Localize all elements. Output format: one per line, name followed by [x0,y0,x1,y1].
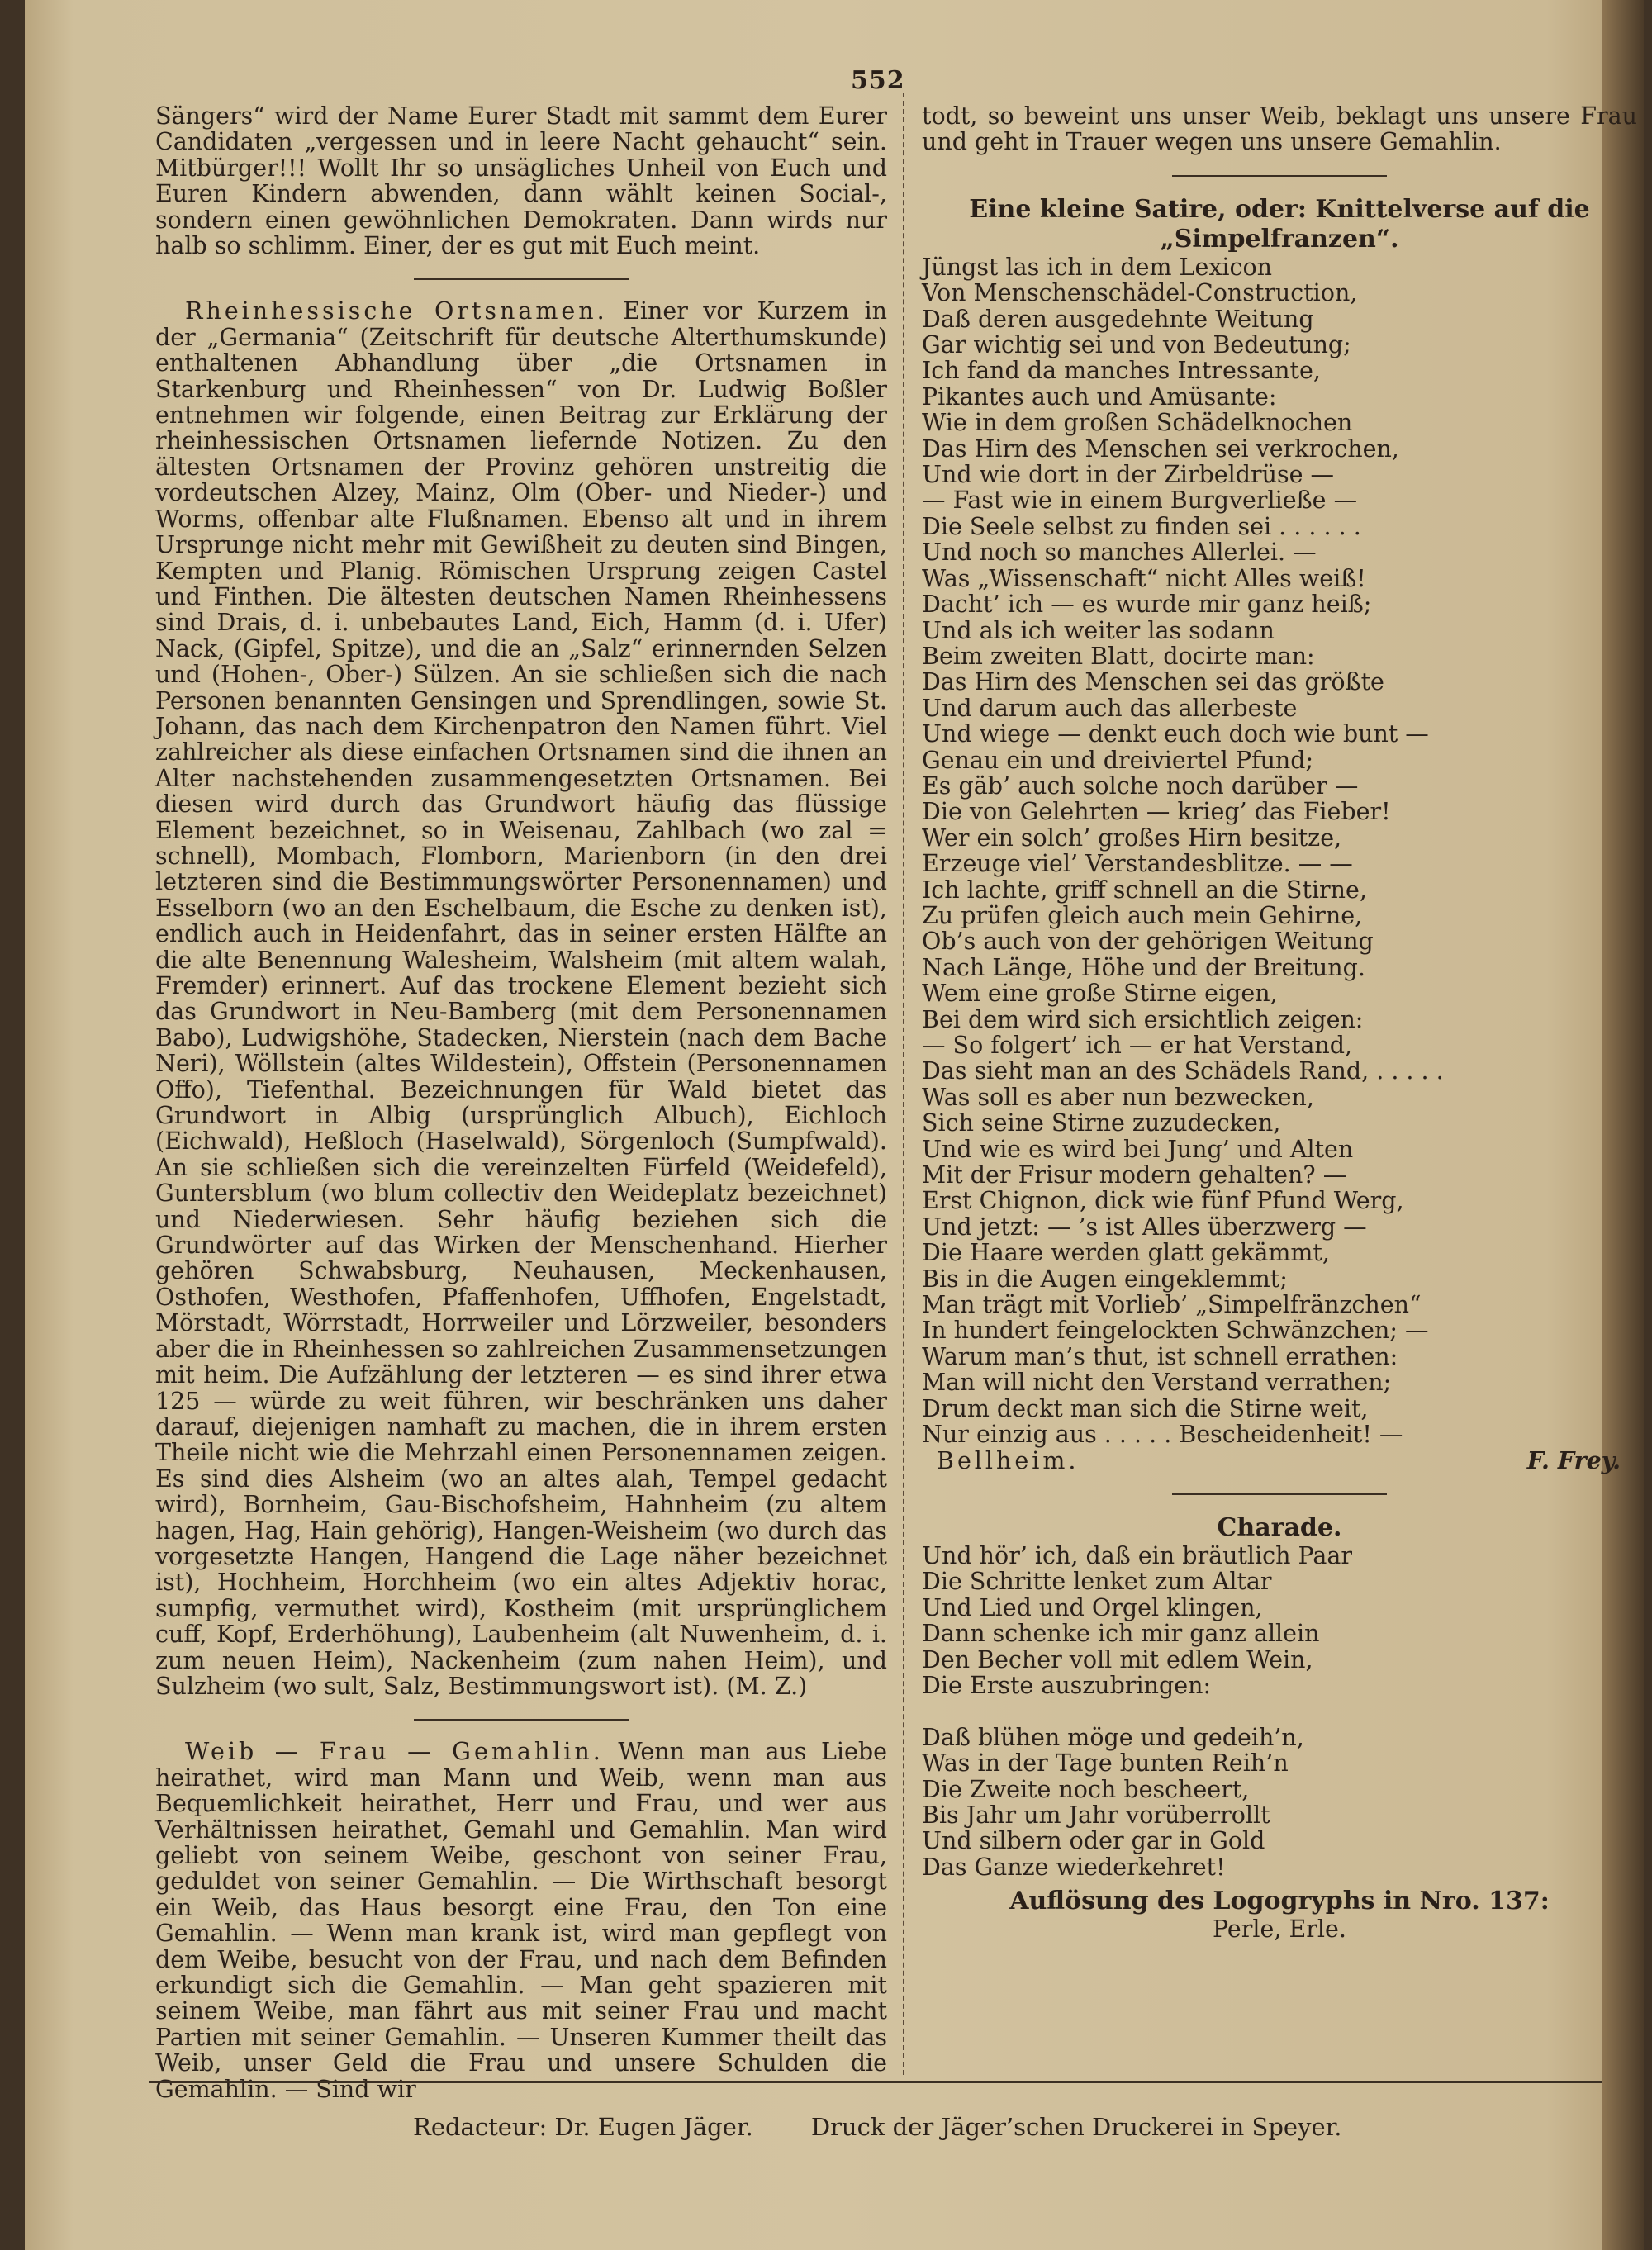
intro-paragraph: Sängers“ wird der Name Eurer Stadt mit sammt dem Eurer Candidaten „vergessen und in leere Nacht gehaucht“ sein. Mitbürger!!! Wollt Ihr so unsägliches Unheil von Euch und Euren Kindern abwenden, dann wählt keinen Social-, sondern einen gewöhnlichen Demokraten. Dann wirds nur halb so schlimm. Einer, der es gut mit Euch meint. [155,102,887,260]
weib-article [155,1739,887,2102]
footer-rule [149,2081,1602,2083]
section-divider [1172,1493,1387,1495]
weib-text: Wenn man aus Liebe heirathet, wird man Mann und Weib, wenn man aus Bequemlichkeit heirathet, Herr und Frau, und wer aus Verhältnissen heirathet, Gemahl und Gemahlin. Man wird geliebt von seinem Weibe, geschont von seiner Frau, geduldet von seiner Gemahlin. — Die Wirthschaft besorgt ein Weib, das Haus besorgt eine Frau, den Ton eine Gemahlin. — Wenn man krank ist, wird man gepflegt von dem Weibe, besucht von der Frau, und nach dem Befinden erkundigt sich die Gemahlin. — Man geht spazieren mit seinem Weibe, man fährt aus mit seiner Frau und macht Partien mit seiner Gemahlin. — Unseren Kummer theilt das Weib, unser Geld die Frau und unsere Schulden die Gemahlin. — Sind wir [155,1738,887,2103]
section-divider [414,1719,629,1721]
signature-row [937,1445,1621,1474]
place-name: Bellheim. [937,1446,1080,1474]
satire-title: Eine kleine Satire, oder: Knittelverse auf die „Simpelfranzen“. [969,194,1590,254]
weib-continuation: todt, so beweint uns unser Weib, beklagt uns unsere Frau und geht in Trauer wegen uns unsere Gemahlin. [922,102,1637,156]
section-divider [414,278,629,280]
printer-credit: Druck der Jäger’schen Druckerei in Speyer. [810,2113,1342,2141]
rhein-title: Rheinhessische Ortsnamen. [185,297,608,325]
charade-poem: Und hör’ ich, daß ein bräutlich Paar Die Schritte lenket zum Altar Und Lied und Orgel klingen, Dann schenke ich mir ganz allein Den Becher voll mit edlem Wein, Die Erste auszubringen: Daß blühen möge und gedeih’n, Was in der Tage bunten Reih’n Die Zweite noch bescheert, Bis Jahr um Jahr vorüberrollt Und silbern oder gar in Gold Das Ganze wiederkehret! [922,1541,1352,1881]
column-divider [903,93,904,2075]
imprint-footer [413,2113,1342,2141]
solution-title: Auflösung des Logogryphs in Nro. 137: [1009,1887,1550,1916]
page-number: 552 [851,66,905,95]
rhein-article [155,298,887,1699]
weib-title: Weib — Frau — Gemahlin. [185,1738,604,1766]
section-divider [1172,175,1387,177]
newspaper-page [25,0,1644,2250]
satire-poem: Jüngst las ich in dem Lexicon Von Menschenschädel-Construction, Daß deren ausgedehnte Weitung Gar wichtig sei und von Bedeutung; Ich fand da manches Intressante, Pikantes auch und Amüsante: Wie in dem großen Schädelknochen Das Hirn des Menschen sei verkrochen, Und wie dort in der Zirbeldrüse — — Fast wie in einem Burgverließe — Die Seele selbst zu finden sei . . . . . . Und noch so manches Allerlei. — Was „Wissenschaft“ nicht Alles weiß! Dacht’ ich — es wurde mir ganz heiß; Und als ich weiter las sodann Beim zweiten Blatt, docirte man: Das Hirn des Menschen sei das größte Und darum auch das allerbeste Und wiege — denkt euch doch wie bunt — Genau ein und dreiviertel Pfund; Es gäb’ auch solche noch darüber — Die von Gelehrten — krieg’ das Fieber! Wer ein solch’ großes Hirn besitze, Erzeuge viel’ Verstandesblitze. — — Ich lachte, griff schnell an die Stirne, Zu prüfen gleich auch mein Gehirne, Ob’s auch von der gehörigen Weitung Nach Länge, Höhe und der Breitung. Wem eine große Stirne eigen, Bei dem wird sich ersichtlich zeigen: — So folgert’ ich — er hat Verstand, Das sieht man an des Schädels Rand, . . . . . Was soll es aber nun bezwecken, Sich seine Stirne zuzudecken, Und wie es wird bei Jung’ und Alten Mit der Frisur modern gehalten? — Erst Chignon, dick wie fünf Pfund Werg, Und jetzt: — ’s ist Alles überzwerg — Die Haare werden glatt gekämmt, Bis in die Augen eingeklemmt; Man trägt mit Vorlieb’ „Simpelfränzchen“ In hundert feingelockten Schwänzchen; — Warum man’s thut, ist schnell errathen: Man will nicht den Verstand verrathen; Drum deckt man sich die Stirne weit, Nur einzig aus . . . . . Bescheidenheit! — [922,253,1444,1449]
charade-title: Charade. [1217,1512,1342,1542]
solution-text: Perle, Erle. [1213,1915,1346,1944]
editor-credit: Redacteur: Dr. Eugen Jäger. [413,2113,753,2141]
right-column [922,103,1637,1943]
rhein-text: Einer vor Kurzem in der „Germania“ (Zeitschrift für deutsche Alterthumskunde) enthaltenen Abhandlung über „die Ortsnamen in Starkenburg und Rheinhessen“ von Dr. Ludwig Boßler entnehmen wir folgende, einen Beitrag zur Erklärung der rheinhessischen Ortsnamen liefernde Notizen. Zu den ältesten Ortsnamen der Provinz gehören unstreitig die vordeutschen Alzey, Mainz, Olm (Ober- und Nieder-) und Worms, offenbar alte Flußnamen. Ebenso alt und in ihrem Ursprunge nicht mehr mit Gewißheit zu deuten sind Bingen, Kempten und Planig. Römischen Ursprung zeigen Castel und Finthen. Die ältesten deutschen Namen Rheinhessens sind Drais, d. i. unbebautes Land, Eich, Hamm (d. i. Ufer) Nack, (Gipfel, Spitze), und die an „Salz“ erinnernden Selzen und (Hohen-, Ober-) Sülzen. An sie schließen sich die nach Personen benannten Gensingen und Sprendlingen, sowie St. Johann, das nach dem Kirchenpatron den Namen führt. Viel zahlreicher als diese einfachen Ortsnamen sind die ihnen an Alter nachstehenden zusammengesetzten Ortsnamen. Bei diesen wird durch das Grundwort häufig das flüssige Element bezeichnet, so in Weisenau, Zahlbach (wo zal = schnell), Mombach, Flomborn, Marienborn (in den drei letzteren sind die Bestimmungswörter Personennamen) und Esselborn (wo an den Eschelbaum, die Esche zu denken ist), endlich auch in Heidenfahrt, das in seiner ersten Hälfte an die alte Benennung Walesheim, Walsheim (mit altem walah, Fremder) erinnert. Auf das trockene Element bezieht sich das Grundwort in Neu-Bamberg (mit dem Personennamen Babo), Ludwigshöhe, Stadecken, Nierstein (nach dem Bache Neri), Wöllstein (altes Wildestein), Offstein (Personennamen Offo), Tiefenthal. Bezeichnungen für Wald bietet das Grundwort in Albig (ursprünglich Albuch), Eichloch (Eichwald), Heßloch (Haselwald), Sörgenloch (Sumpfwald). An sie schließen sich die vereinzelten Fürfeld (Weidefeld), Guntersblum (wo blum collectiv den Weideplatz bezeichnet) und Niederwiesen. Sehr häufig beziehen sich die Grundwörter auf das Wirken der Menschenhand. Hierher gehören Schwabsburg, Neuhausen, Meckenhausen, Osthofen, Westhofen, Pfaffenhofen, Uffhofen, Engelstadt, Mörstadt, Wörrstadt, Horrweiler und Lörzweiler, besonders aber die in Rheinhessen so zahlreichen Zusammensetzungen mit heim. Die Aufzählung der letzteren — es sind ihrer etwa 125 — würde zu weit führen, wir beschränken uns daher darauf, diejenigen namhaft zu machen, die in ihrem ersten Theile nicht wie die Mehrzahl einen Personennamen zeigen. Es sind dies Alsheim (wo an altes alah, Tempel gedacht wird), Bornheim, Gau-Bischofsheim, Hahnheim (zu altem hagen, Hag, Hain gehörig), Hangen-Weisheim (wo durch das vorgesetzte Hangen, Hangend die Lage näher bezeichnet ist), Hochheim, Horchheim (wo ein altes Adjektiv horac, sumpfig, vermuthet wird), Kostheim (mit ursprünglichem cuff, Kopf, Erderhöhung), Laubenheim (alt Nuwenheim, d. i. zum neuen Heim), Nackenheim (zum nahen Heim), und Sulzheim (wo sult, Salz, Bestimmungswort ist). (M. Z.) [155,297,888,1700]
left-column [155,103,887,2102]
author-name: F. Frey. [1526,1445,1621,1474]
